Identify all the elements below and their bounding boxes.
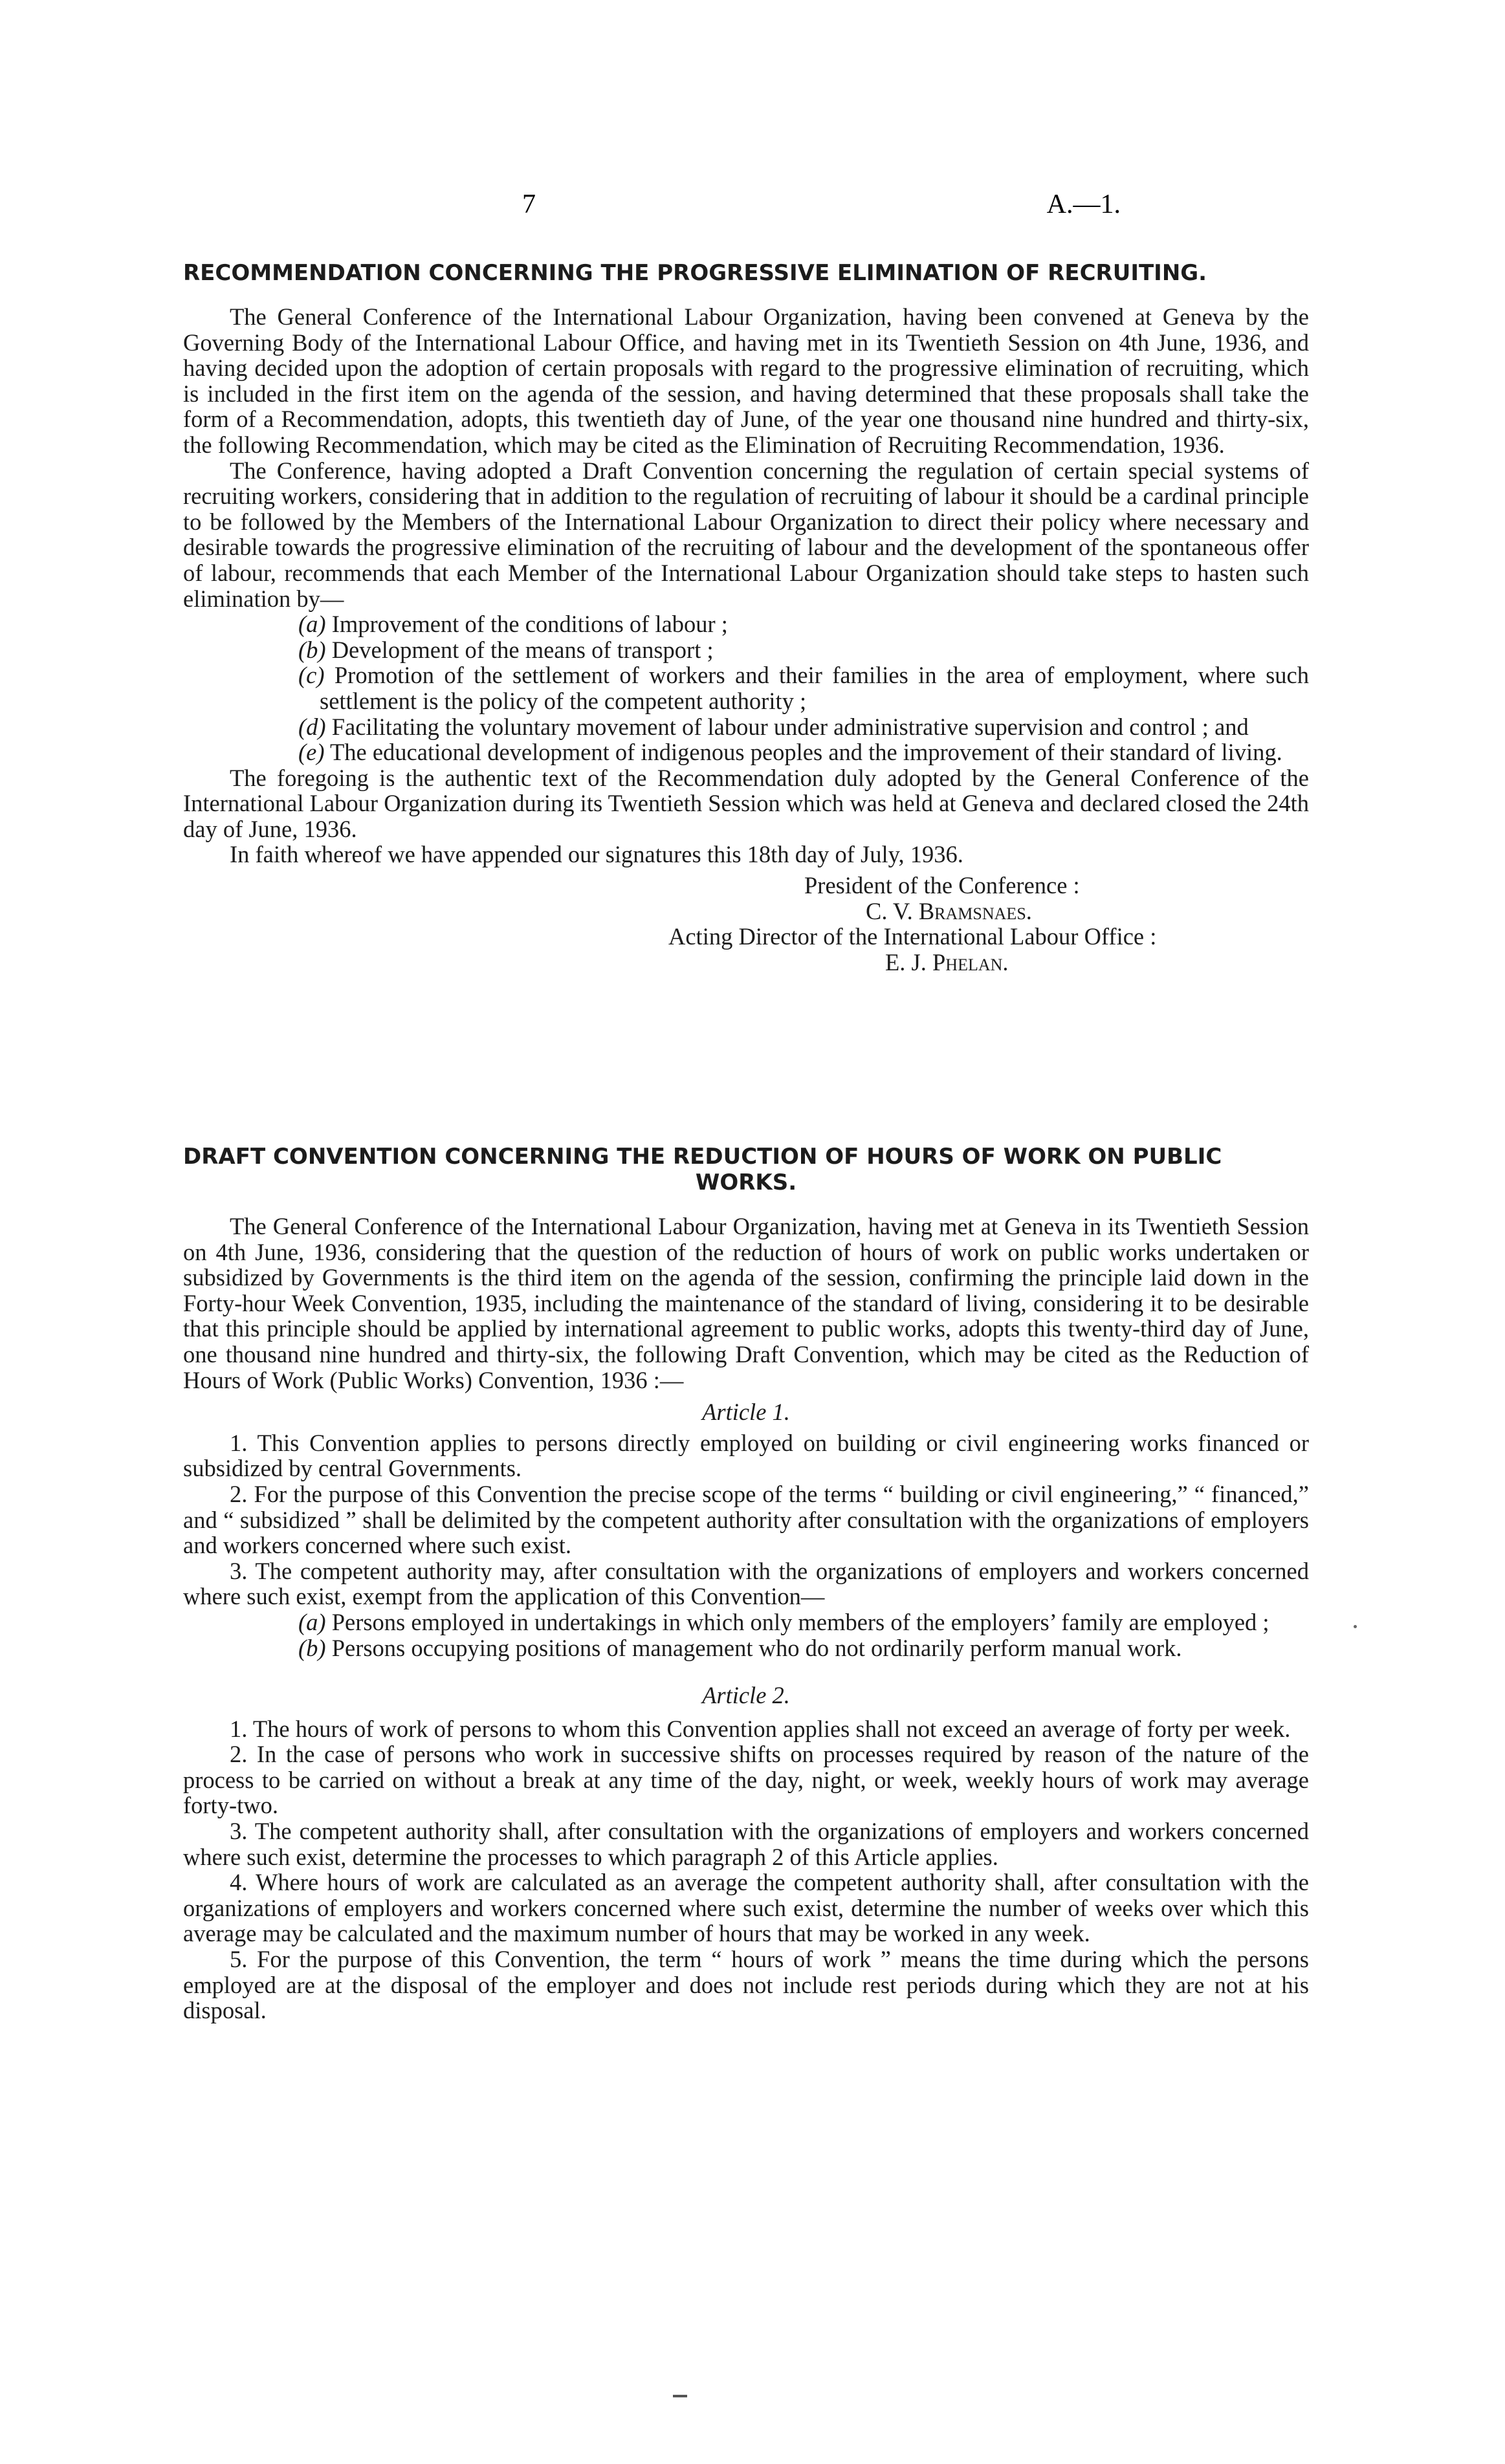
authentic-text-paragraph: The foregoing is the authentic text of the Recommendation duly adopted by the General Conference of the International Labour Organization during its Twentieth Session which was held at Geneva and declared closed the 24th day of June, 1936. [183, 764, 1309, 842]
item-label: (a) [298, 611, 326, 638]
article-2-heading: Article 2. [702, 1682, 790, 1709]
convention-section [183, 1144, 1309, 2023]
article-2-paragraph: 3. The competent authority shall, after consultation with the organizations of employers and workers concerned where such exist, determine the processes to which paragraph 2 of this Article applies. [183, 1818, 1309, 1870]
article-2-paragraph: 2. In the case of persons who work in successive shifts on processes required by reason of the nature of the process to be carried on without a break at any time of the day, night, or week, weekly hours of work may average forty-two. [183, 1741, 1309, 1819]
president-title: President of the Conference : [804, 872, 1080, 899]
article-1-item [183, 1635, 1309, 1661]
article-1-paragraph: 1. This Convention applies to persons directly employed on building or civil engineering works financed or subsidized by central Governments. [183, 1429, 1309, 1482]
item-label: (e) [298, 739, 325, 766]
article-2-paragraph: 4. Where hours of work are calculated as an average the competent authority shall, after consultation with the organizations of employers and workers concerned where such exist, determine the number of weeks over which this average may be calculated and the maximum number of hours that may be worked in any week. [183, 1869, 1309, 1947]
convention-preamble: The General Conference of the International Labour Organization, having met at Geneva in its Twentieth Session on 4th June, 1936, considering that the question of the reduction of hours of work on public works undertaken or subsidized by Governments is the third item on the agenda of the session, confirming the principle laid down in the Forty-hour Week Convention, 1935, including the maintenance of the standard of living, considering it to be desirable that this principle should be applied by international agreement to public works, adopts this twenty-third day of June, one thousand nine hundred and thirty-six, the following Draft Convention, which may be cited as the Reduction of Hours of Work (Public Works) Convention, 1936 :— [183, 1213, 1309, 1393]
article-1-item [183, 1609, 1309, 1635]
margin-speck [1354, 1625, 1357, 1628]
item-text: Persons employed in undertakings in which only members of the employers’ family are employed ; [331, 1608, 1269, 1635]
article-1-paragraph: 2. For the purpose of this Convention the precise scope of the terms “ building or civil engineering,” “ financed,” and “ subsidized ” shall be delimited by the competent authority after consultation with the organizations of employers and workers concerned where such exist. [183, 1480, 1309, 1559]
recommendation-paragraph: The General Conference of the International Labour Organization, having been convened at Geneva by the Governing Body of the International Labour Office, and having met in its Twentieth Session on 4th June, 1936, and having decided upon the adoption of certain proposals with regard to the progressive elimination of recruiting, which is included in the first item on the agenda of the session, and having determined that these proposals shall take the form of a Recommendation, adopts, this twentieth day of June, of the year one thousand nine hundred and thirty-six, the following Recommendation, which may be cited as the Elimination of Recruiting Recommendation, 1936. [183, 303, 1309, 458]
item-text: Promotion of the settlement of workers and their families in the area of employment, where such settlement is the policy of the competent authority ; [320, 662, 1310, 714]
recommendation-item [183, 714, 1309, 740]
director-title: Acting Director of the International Labour Office : [668, 923, 1157, 950]
document-reference: A.—1. [1046, 190, 1121, 219]
recommendation-item [183, 637, 1309, 663]
director-name: E. J. Phelan. [885, 948, 1009, 976]
recommendation-item [183, 662, 1309, 714]
footer-dash [673, 2395, 687, 2397]
president-name: C. V. Bramsnaes. [866, 897, 1032, 924]
convention-title-continued: WORKS. [695, 1170, 797, 1195]
page-header [0, 189, 1126, 221]
recommendation-item [183, 739, 1309, 765]
recommendation-item [183, 611, 1309, 637]
item-text: Development of the means of transport ; [331, 636, 714, 663]
article-1-paragraph: 3. The competent authority may, after consultation with the organizations of employers and workers concerned where such exist, exempt from the application of this Convention— [183, 1557, 1309, 1610]
item-label: (b) [298, 1634, 326, 1661]
item-text: Facilitating the voluntary movement of labour under administrative supervision and control ; and [331, 713, 1249, 740]
item-text: The educational development of indigenous peoples and the improvement of their standard of living. [329, 739, 1282, 766]
item-text: Persons occupying positions of management who do not ordinarily perform manual work. [331, 1634, 1182, 1661]
item-label: (c) [298, 662, 325, 689]
item-label: (b) [298, 636, 326, 663]
convention-title: DRAFT CONVENTION CONCERNING THE REDUCTION OF HOURS OF WORK ON PUBLIC [183, 1144, 1222, 1170]
article-2-paragraph: 1. The hours of work of persons to whom this Convention applies shall not exceed an average of forty per week. [230, 1715, 1291, 1742]
item-label: (a) [298, 1608, 326, 1635]
in-faith-paragraph: In faith whereof we have appended our signatures this 18th day of July, 1936. [230, 841, 963, 868]
item-text: Improvement of the conditions of labour ; [331, 611, 728, 638]
article-1-heading: Article 1. [702, 1399, 790, 1426]
recommendation-paragraph: The Conference, having adopted a Draft Convention concerning the regulation of certain special systems of recruiting workers, considering that in addition to the regulation of recruiting of labour it should be a cardinal principle to be followed by the Members of the International Labour Organization to direct their policy where necessary and desirable towards the progressive elimination of the recruiting of labour and the development of the spontaneous offer of labour, recommends that each Member of the International Labour Organization should take steps to hasten such elimination by— [183, 457, 1309, 612]
recommendation-title: RECOMMENDATION CONCERNING THE PROGRESSIVE ELIMINATION OF RECRUITING. [183, 260, 1207, 286]
article-2-paragraph: 5. For the purpose of this Convention, the term “ hours of work ” means the time during which the persons employed are at the disposal of the employer and does not include rest periods during which they are not at his disposal. [183, 1946, 1309, 2024]
item-label: (d) [298, 713, 326, 740]
page-number: 7 [522, 190, 536, 219]
recommendation-section [183, 260, 1309, 975]
